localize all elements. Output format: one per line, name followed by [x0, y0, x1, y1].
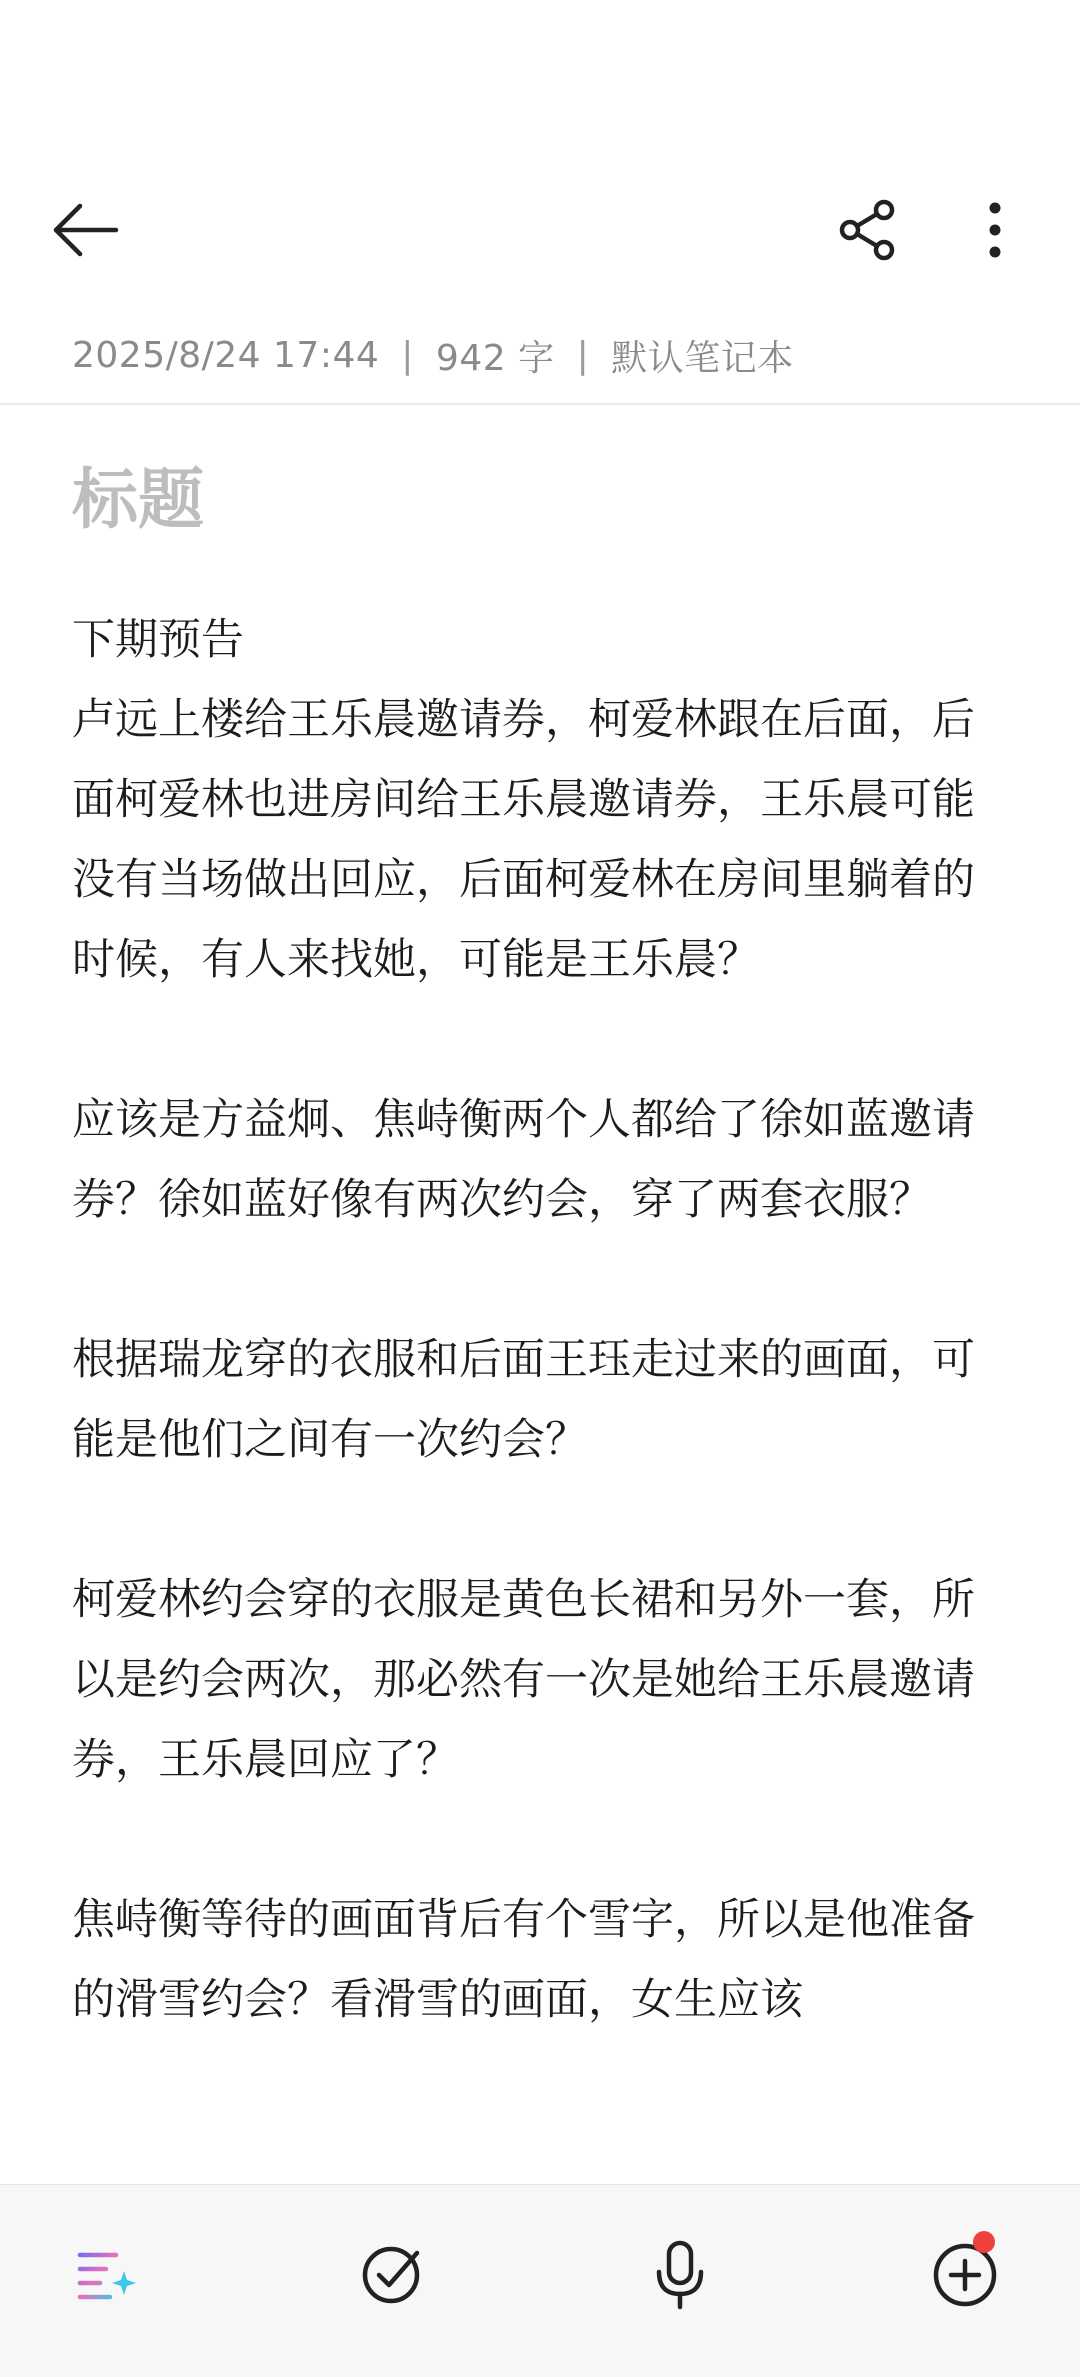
meta-separator: | [576, 334, 590, 376]
arrow-left-icon [50, 202, 120, 258]
word-count: 942 字 [435, 337, 555, 379]
add-new-button[interactable] [915, 2225, 1015, 2325]
check-circle-icon [361, 2243, 425, 2307]
more-options-button[interactable] [955, 188, 1035, 272]
voice-input-button[interactable] [630, 2225, 730, 2325]
note-datetime: 2025/8/24 17:44 [72, 334, 380, 376]
note-body-editor[interactable] [72, 600, 1012, 2185]
header-divider [0, 403, 1080, 405]
notebook-name[interactable]: 默认笔记本 [611, 337, 794, 379]
ai-assistant-button[interactable] [58, 2225, 158, 2325]
title-input[interactable]: 标题 [72, 461, 204, 538]
note-meta [72, 330, 794, 380]
note-paragraph: 应该是方益炯、焦峙衡两个人都给了徐如蓝邀请券？徐如蓝好像有两次约会，穿了两套衣服？ [72, 1095, 975, 1225]
share-icon [836, 198, 900, 262]
top-toolbar [0, 180, 1080, 280]
note-paragraph: 根据瑞龙穿的衣服和后面王珏走过来的画面，可能是他们之间有一次约会？ [72, 1335, 975, 1465]
todo-button[interactable] [343, 2225, 443, 2325]
note-paragraph: 焦峙衡等待的画面背后有个雪字，所以是他准备的滑雪约会？看滑雪的画面，女生应该 [72, 1895, 975, 2025]
notification-dot [973, 2231, 995, 2253]
more-vertical-icon [985, 200, 1005, 260]
meta-separator: | [401, 334, 414, 376]
share-button[interactable] [820, 188, 916, 272]
microphone-icon [654, 2240, 706, 2310]
note-paragraph: 柯爱林约会穿的衣服是黄色长裙和另外一套，所以是约会两次，那必然有一次是她给王乐晨邀请券，王乐晨回应了？ [72, 1575, 975, 1785]
back-button[interactable] [40, 190, 130, 270]
note-paragraph: 下期预告 卢远上楼给王乐晨邀请券，柯爱林跟在后面，后面柯爱林也进房间给王乐晨邀请券，王乐晨可能没有当场做出回应，后面柯爱林在房间里躺着的时候，有人来找她，可能是王乐晨？ [72, 615, 975, 985]
bottom-toolbar [0, 2184, 1080, 2377]
ai-sparkle-list-icon [76, 2247, 140, 2303]
